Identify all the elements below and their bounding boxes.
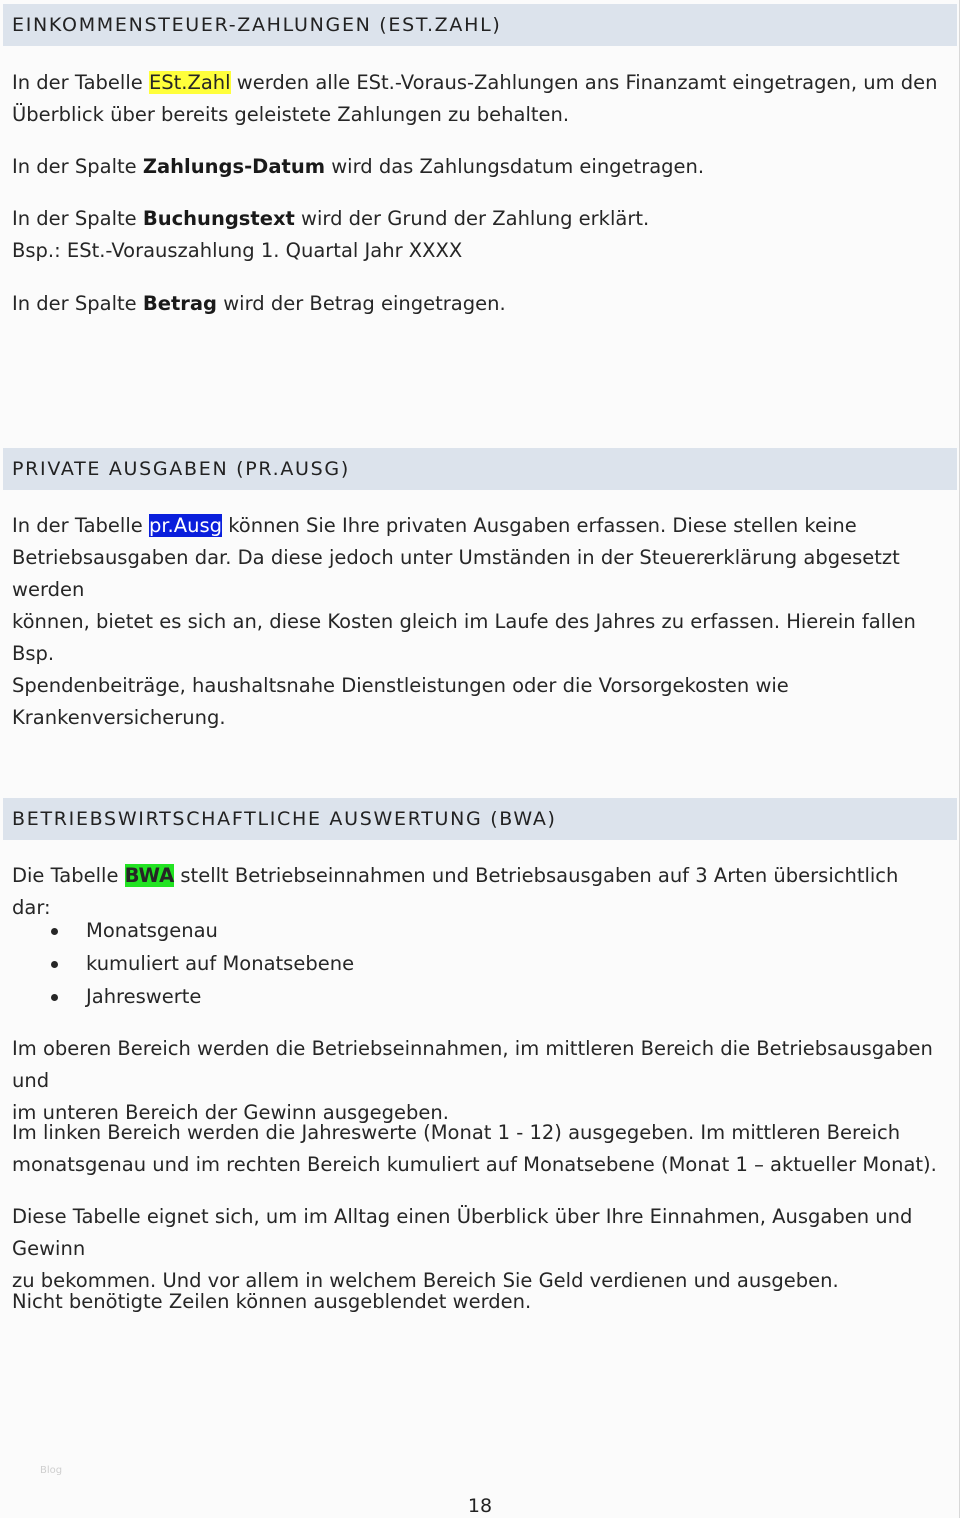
private-paragraph bbox=[12, 510, 942, 734]
section-heading-est-zahl: EINKOMMENSTEUER-ZAHLUNGEN (EST.ZAHL) bbox=[3, 4, 957, 46]
est-datum-paragraph bbox=[12, 151, 942, 183]
bwa-intro-post: stellt Betriebseinnahmen und Betriebsausgaben auf 3 Arten übersichtlich dar: bbox=[12, 864, 899, 919]
bwa-bereiche-line1: Im oberen Bereich werden die Betriebseinnahmen, im mittleren Bereich die Betriebsausgaben und bbox=[12, 1037, 933, 1092]
bwa-alltag-line2: zu bekommen. Und vor allem in welchem Bereich Sie Geld verdienen und ausgeben. bbox=[12, 1269, 839, 1292]
bwa-highlight: BWA bbox=[124, 864, 175, 887]
bwa-bullet-list bbox=[0, 914, 900, 1013]
est-buchungstext-post: wird der Grund der Zahlung erklärt. bbox=[294, 207, 650, 230]
est-intro-paragraph bbox=[12, 67, 942, 131]
bullet-icon bbox=[51, 928, 58, 935]
est-betrag-pre: In der Spalte bbox=[12, 292, 143, 315]
private-line5: Krankenversicherung. bbox=[12, 706, 226, 729]
list-item bbox=[0, 914, 900, 947]
est-datum-post: wird das Zahlungsdatum eingetragen. bbox=[325, 155, 705, 178]
list-item bbox=[0, 947, 900, 980]
bullet-text: Monatsgenau bbox=[86, 919, 218, 942]
bullet-icon bbox=[51, 994, 58, 1001]
private-line4: Spendenbeiträge, haushaltsnahe Dienstleistungen oder die Vorsorgekosten wie bbox=[12, 674, 789, 697]
bullet-icon bbox=[51, 961, 58, 968]
est-intro-line2: Überblick über bereits geleistete Zahlungen zu behalten. bbox=[12, 103, 570, 126]
est-datum-pre: In der Spalte bbox=[12, 155, 143, 178]
bwa-jahreswerte-line1: Im linken Bereich werden die Jahreswerte (Monat 1 - 12) ausgegeben. Im mittleren Bereich bbox=[12, 1121, 901, 1144]
bwa-intro-pre: Die Tabelle bbox=[12, 864, 125, 887]
bwa-zeilen-text: Nicht benötigte Zeilen können ausgeblendet werden. bbox=[12, 1290, 532, 1313]
private-line2: Betriebsausgaben dar. Da diese jedoch unter Umständen in der Steuererklärung abgesetzt werden bbox=[12, 546, 900, 601]
bwa-alltag-line1: Diese Tabelle eignet sich, um im Alltag einen Überblick über Ihre Einnahmen, Ausgaben und Gewinn bbox=[12, 1205, 913, 1260]
section-heading-bwa: BETRIEBSWIRTSCHAFTLICHE AUSWERTUNG (BWA) bbox=[3, 798, 957, 840]
bwa-bereiche-line2: im unteren Bereich der Gewinn ausgegeben. bbox=[12, 1101, 449, 1124]
est-intro-pre: In der Tabelle bbox=[12, 71, 149, 94]
bwa-bereiche-paragraph bbox=[12, 1033, 942, 1129]
est-intro-post: werden alle ESt.-Voraus-Zahlungen ans Finanzamt eingetragen, um den bbox=[230, 71, 938, 94]
est-betrag-post: wird der Betrag eingetragen. bbox=[217, 292, 506, 315]
est-buchungstext-bold: Buchungstext bbox=[142, 207, 295, 230]
bullet-text: kumuliert auf Monatsebene bbox=[86, 952, 355, 975]
est-betrag-paragraph bbox=[12, 288, 942, 320]
est-betrag-bold: Betrag bbox=[142, 292, 218, 315]
private-line3: können, bietet es sich an, diese Kosten gleich im Laufe des Jahres zu erfassen. Hierein fallen Bsp. bbox=[12, 610, 916, 665]
list-item bbox=[0, 980, 900, 1013]
bwa-jahreswerte-paragraph bbox=[12, 1117, 942, 1181]
bwa-zeilen-paragraph bbox=[12, 1286, 942, 1318]
bwa-jahreswerte-line2: monatsgenau und im rechten Bereich kumuliert auf Monatsebene (Monat 1 – aktueller Monat). bbox=[12, 1153, 937, 1176]
page-number: 18 bbox=[467, 1495, 493, 1517]
section-heading-private-ausgaben: PRIVATE AUSGABEN (PR.AUSG) bbox=[3, 448, 957, 490]
watermark: Blog bbox=[40, 1465, 63, 1476]
est-datum-bold: Zahlungs-Datum bbox=[142, 155, 326, 178]
est-buchungstext-pre: In der Spalte bbox=[12, 207, 143, 230]
est-zahl-highlight: ESt.Zahl bbox=[148, 71, 231, 94]
private-line1-post: können Sie Ihre privaten Ausgaben erfassen. Diese stellen keine bbox=[222, 514, 857, 537]
private-line1-pre: In der Tabelle bbox=[12, 514, 149, 537]
bwa-alltag-paragraph bbox=[12, 1201, 942, 1297]
est-buchungstext-example: Bsp.: ESt.-Vorauszahlung 1. Quartal Jahr XXXX bbox=[12, 239, 463, 262]
pr-ausg-highlight: pr.Ausg bbox=[148, 514, 222, 537]
bullet-text: Jahreswerte bbox=[86, 985, 202, 1008]
est-buchungstext-paragraph bbox=[12, 203, 942, 267]
